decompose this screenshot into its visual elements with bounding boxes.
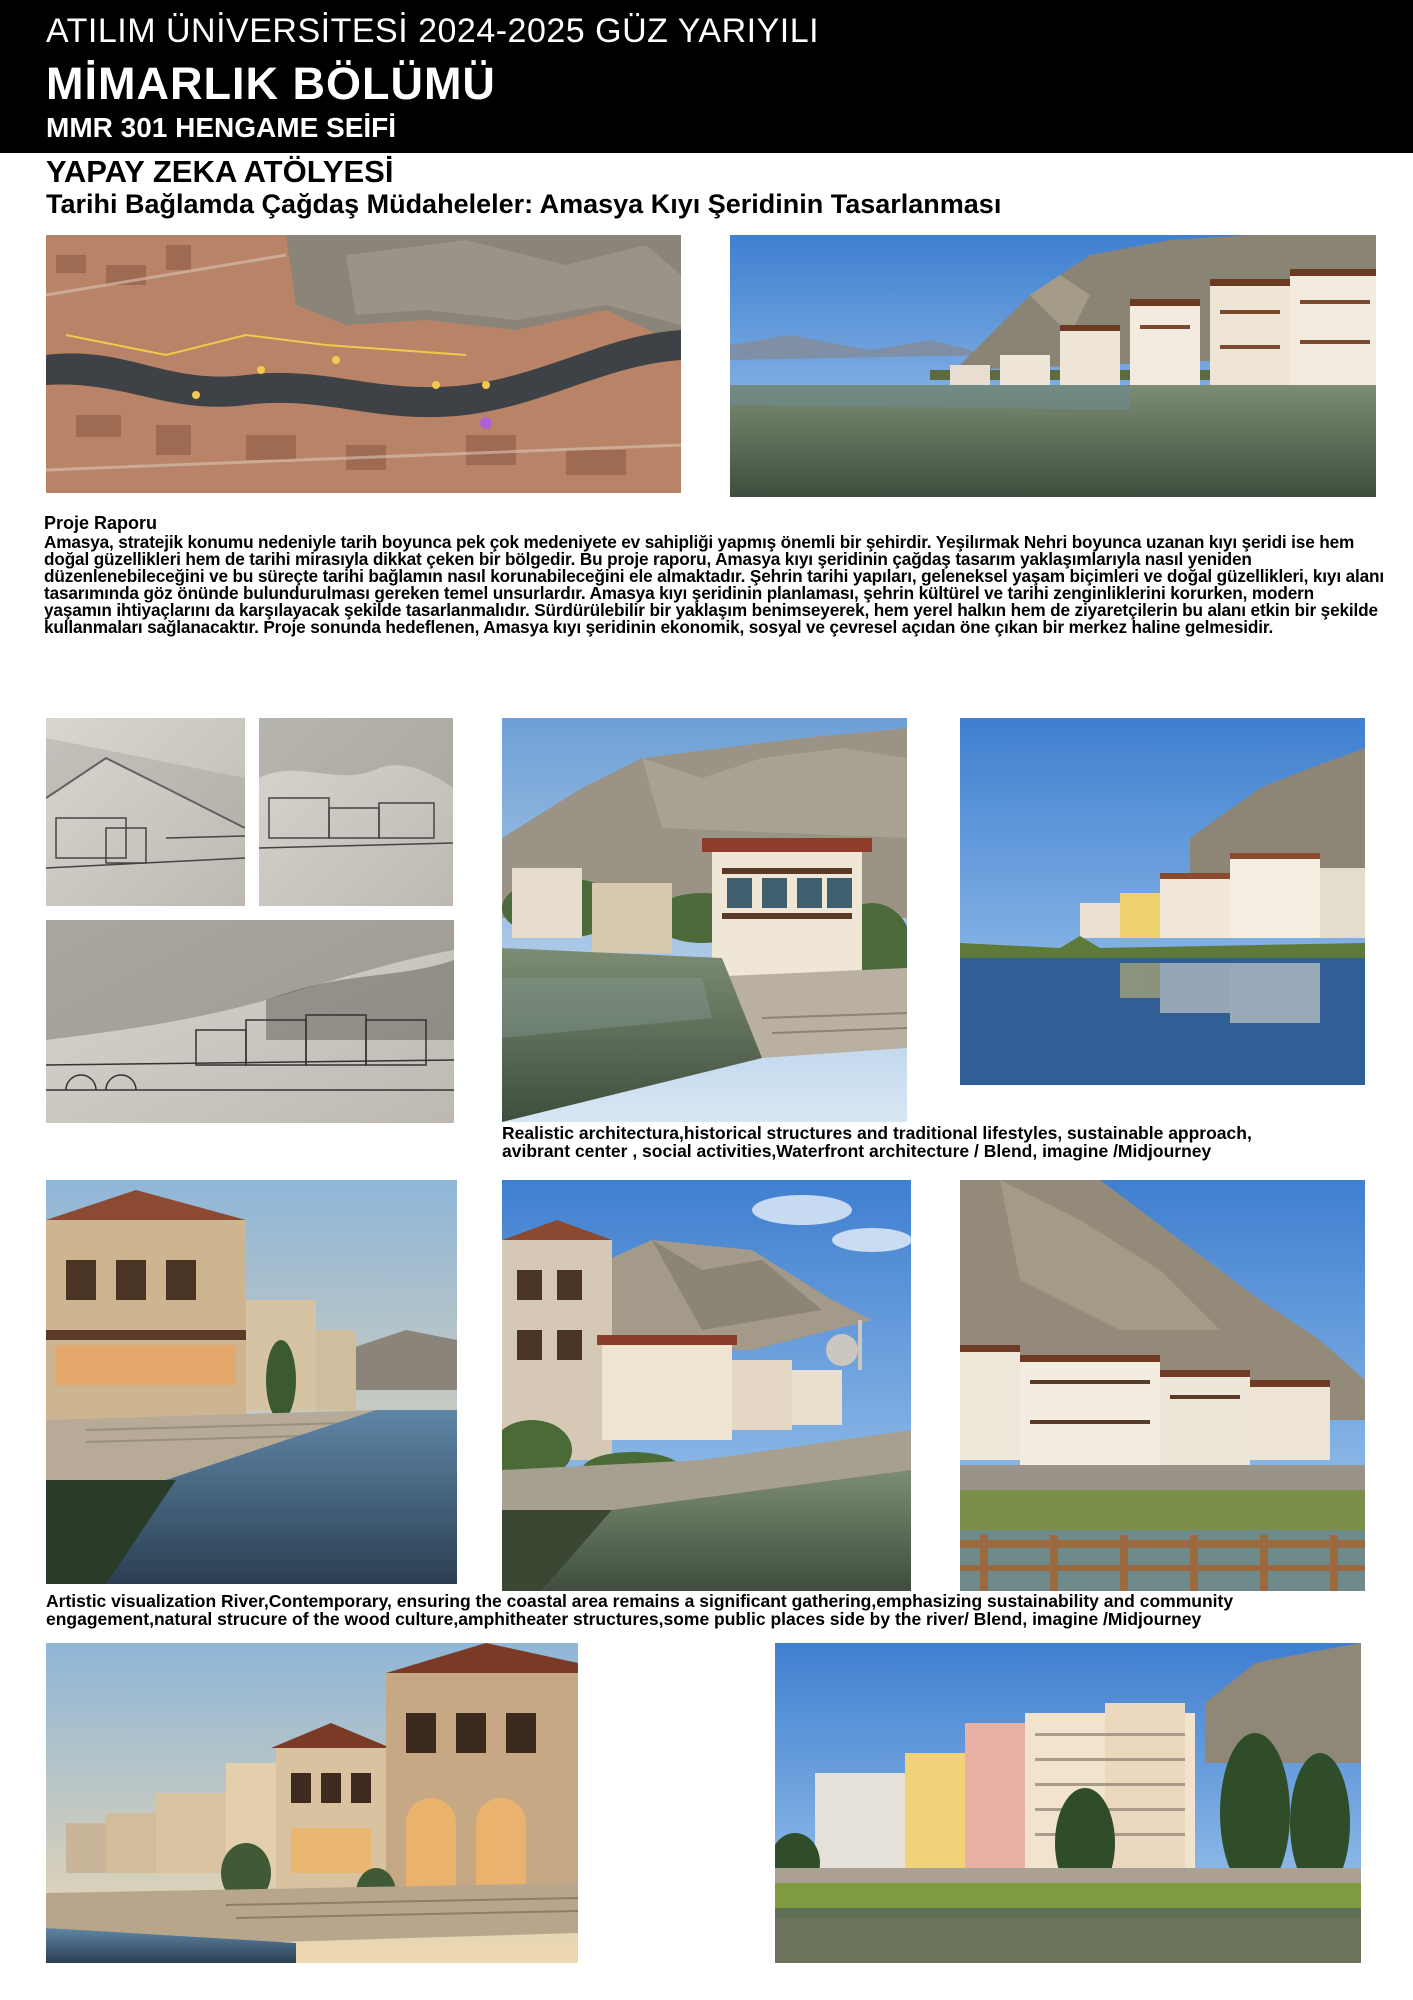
caption-midjourney-2: Artistic visualization River,Contemporary, ensuring the coastal area remains a significant gathering,emphasizing sustainability and community engagement,natural strucure of the wood culture,amphitheater structures,some public places side by the river/ Blend, imagine /Midjourney — [46, 1591, 1234, 1629]
riverfront-photo — [730, 235, 1376, 497]
report-heading: Proje Raporu — [44, 513, 158, 533]
report-body: Amasya, stratejik konumu nedeniyle tarih boyunca pek çok medeniyete ev sahipliği yapmış önemli bir şehirdir. Yeşilırmak Nehri boyunca uzanan kıyı şeridi ise hem doğal güzellikleri hem de tarihi mirasıyla dikkat çeken bir bölgedir. Bu proje raporu, Amasya kıyı şeridinin çağdaş tasarım yaklaşımlarıyla nasıl yeniden düzenlenebileceğini ve bu süreçte tarihi bağlamın nasıl korunabileceğini ele almaktadır. Şehrin tarihi yapıları, geleneksel yaşam biçimleri ve doğal güzellikleri, kıyı alanı tasarımında göz önünde bulundurulması gereken temel unsurlardır. Amasya kıyı şeridinin planlaması, şehrin kültürel ve tarihi zenginliklerini korurken, modern yaşamın ihtiyaçlarını da karşılayacak şekilde tasarlanmalıdır. Sürdürülebilir bir yaklaşım benimseyerek, hem yerel halkın hem de ziyaretçilerin bu alanı etkin bir şekilde kullanmaları sağlanacaktır. Proje sonunda hedeflenen, Amasya kıyı şeridinin ekonomik, sosyal ve çevresel açıdan öne çıkan bir merkez haline gelmesidir. — [44, 532, 1385, 637]
sketch-image-1 — [46, 718, 245, 906]
university-semester: ATILIM ÜNİVERSİTESİ 2024-2025 GÜZ YARIYILI — [46, 12, 820, 50]
ai-render-promenade — [46, 1180, 457, 1584]
course-instructor: MMR 301 HENGAME SEİFİ — [46, 112, 397, 143]
sketch-image-2 — [259, 718, 453, 906]
amasya-houses-photo — [960, 1180, 1365, 1591]
workshop-title: YAPAY ZEKA ATÖLYESİ — [46, 154, 394, 189]
caption-midjourney-1: Realistic architectura,historical structures and traditional lifestyles, sustainable approach, avibrant center , social activities,Waterfront architecture / Blend, imagine /Midjourney — [502, 1123, 1252, 1161]
river-reflection-photo — [960, 718, 1365, 1085]
satellite-map-image — [46, 235, 681, 493]
project-title: Tarihi Bağlamda Çağdaş Müdaheleler: Amasya Kıyı Şeridinin Tasarlanması — [46, 189, 1002, 219]
header-bar — [0, 0, 1413, 153]
department-title: MİMARLIK BÖLÜMÜ — [46, 58, 496, 109]
ai-render-waterfront-1 — [502, 718, 907, 1122]
apartment-blocks-photo — [775, 1643, 1361, 1963]
ai-render-river-town — [502, 1180, 911, 1591]
ai-render-terraces — [46, 1643, 578, 1963]
sketch-image-3 — [46, 920, 454, 1123]
